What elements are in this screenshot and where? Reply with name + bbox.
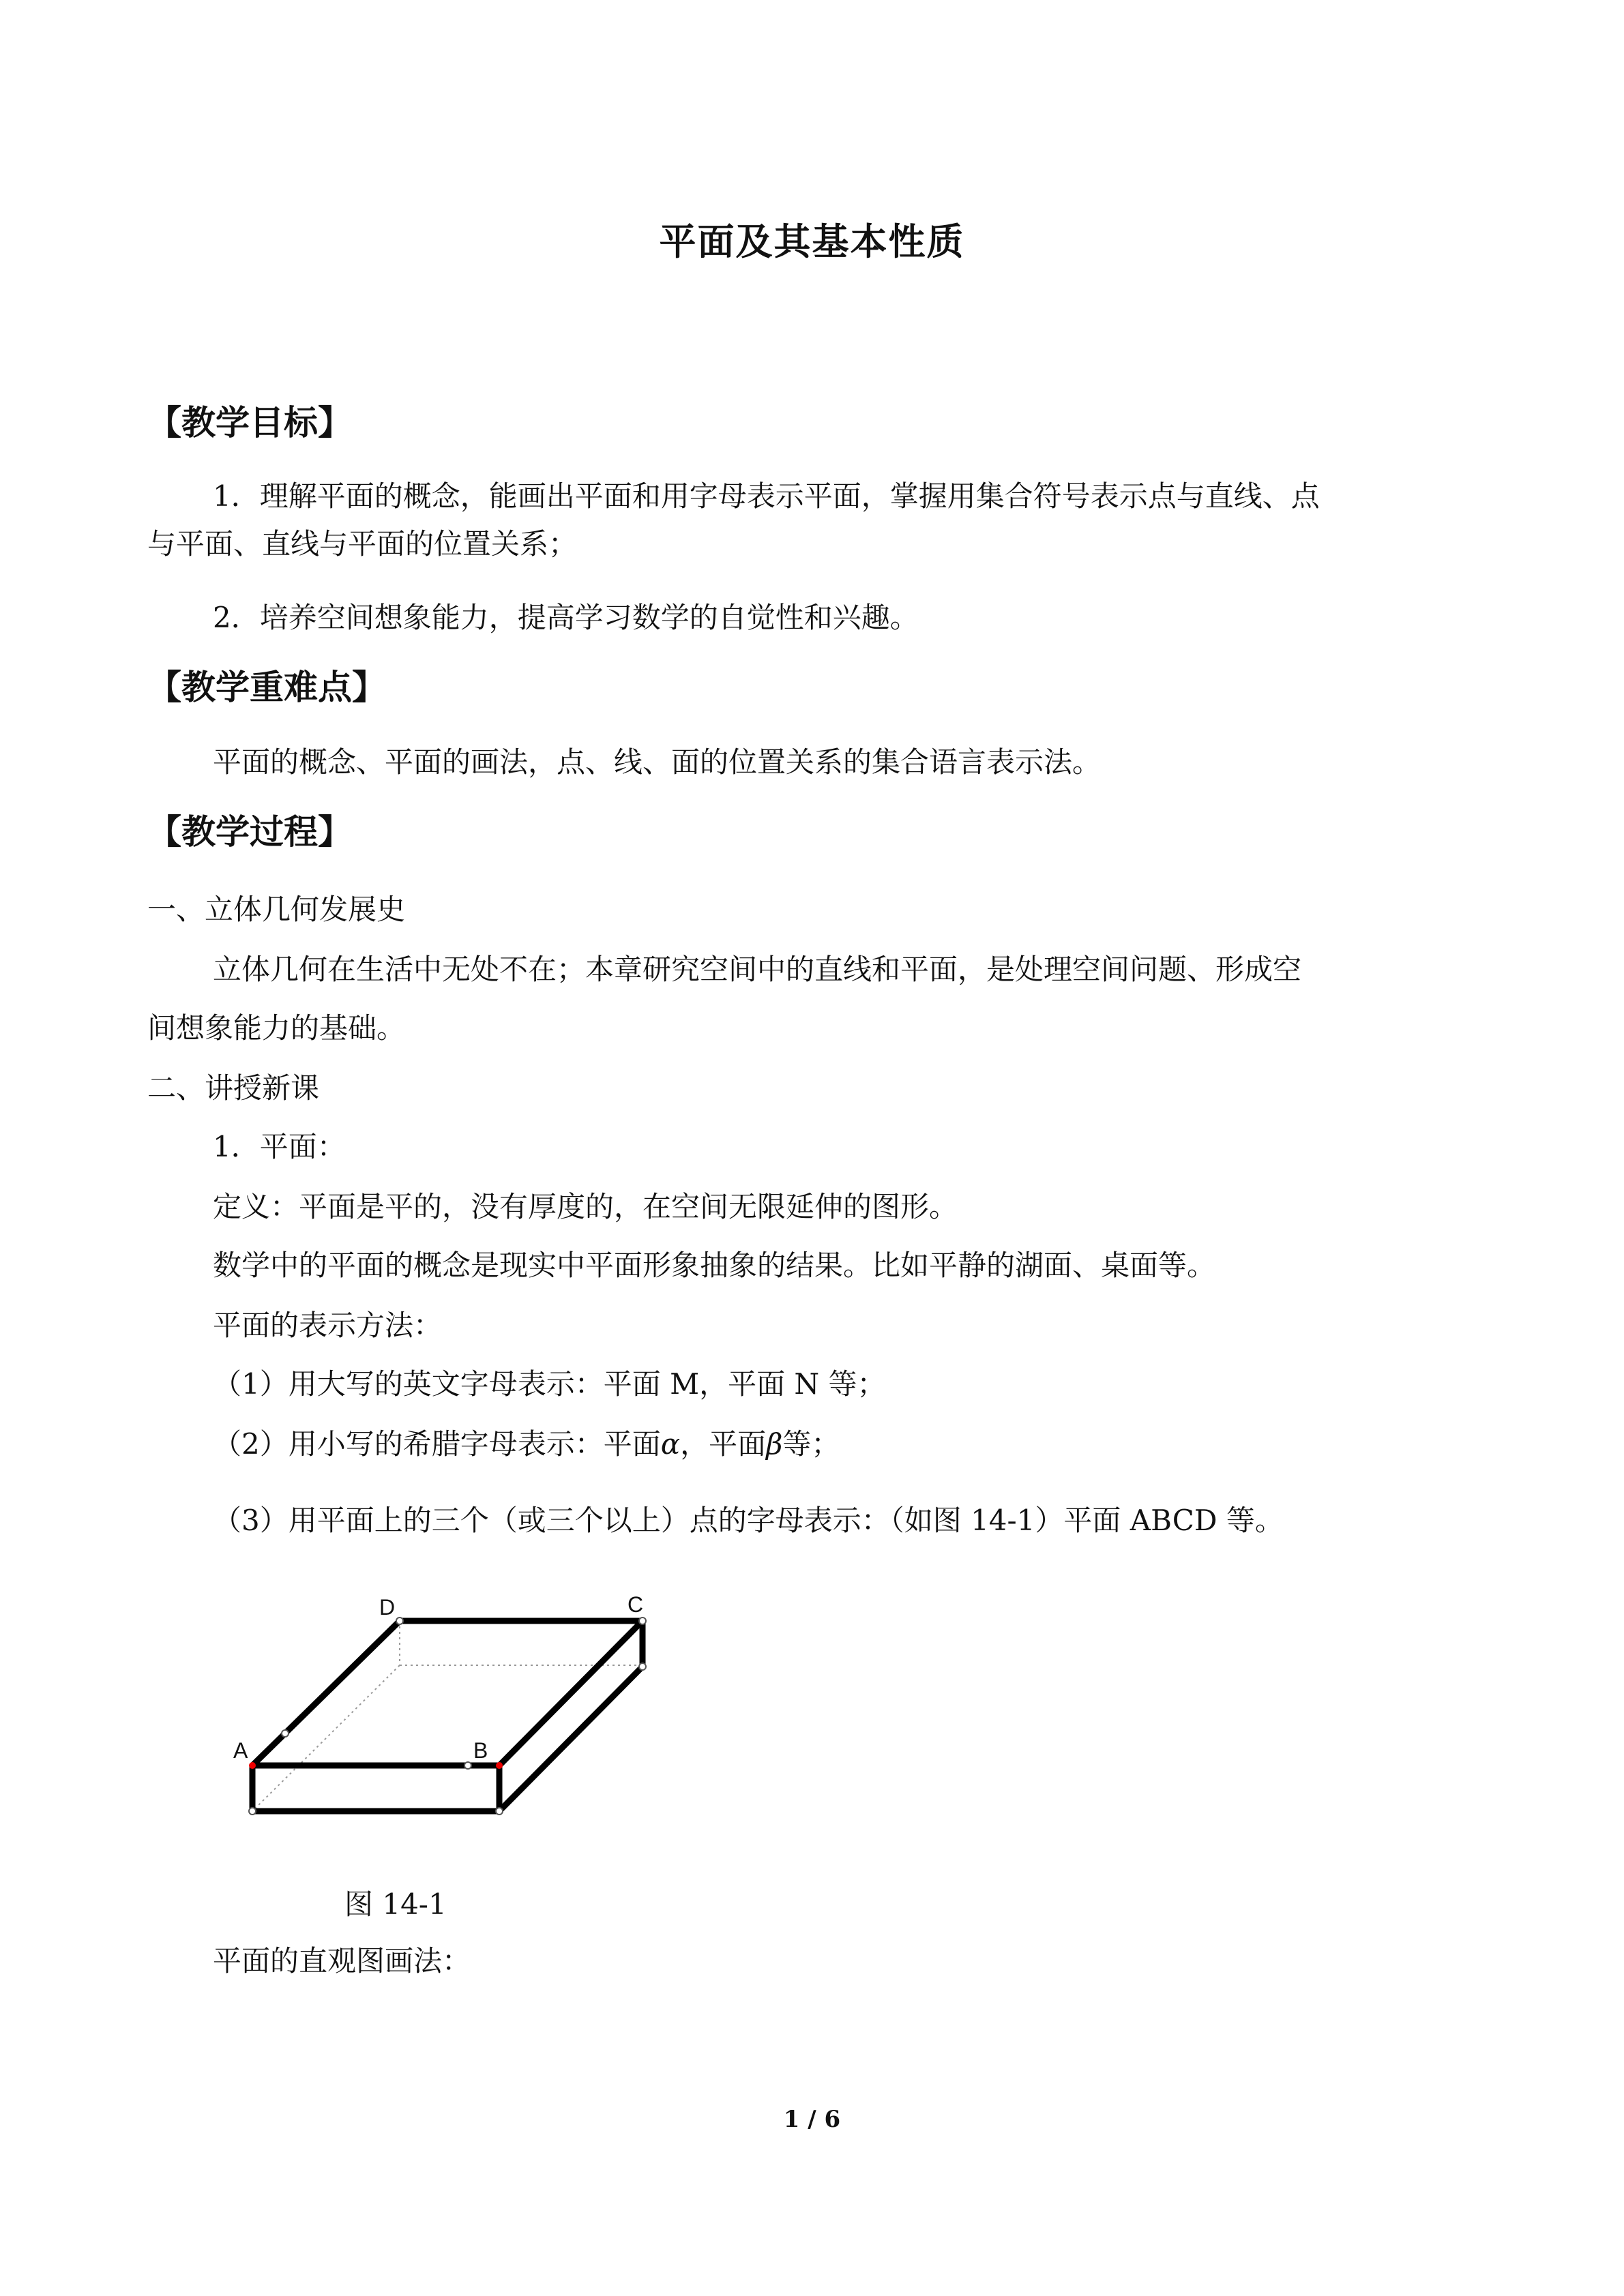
vertex-c-marker [639,1617,646,1624]
objectives-heading: 【教学目标】 [147,403,352,443]
method-2-prefix: （2）用小写的希腊字母表示：平面 [213,1427,661,1461]
vertex-d-marker [396,1617,403,1624]
part1-line1: 立体几何在生活中无处不在；本章研究空间中的直线和平面，是处理空间问题、形成空 [213,953,1302,986]
edge-point-marker [464,1762,471,1769]
method-2-mid: ，平面 [680,1427,767,1461]
beta-symbol: β [766,1427,783,1461]
methods-title: 平面的表示方法： [213,1309,443,1342]
method-1: （1）用大写的英文字母表示：平面 M，平面 N 等； [213,1367,886,1401]
page-number: 1 / 6 [783,2106,841,2133]
part1-title: 一、立体几何发展史 [147,893,406,926]
part1-line2: 间想象能力的基础。 [147,1011,406,1045]
vertex-marker [496,1808,503,1815]
process-heading: 【教学过程】 [147,812,352,852]
method-2 [213,1424,840,1465]
drawing-title: 平面的直观图画法： [213,1944,471,1978]
label-d: D [379,1595,396,1620]
page-title: 平面及其基本性质 [659,220,965,263]
item1-plane: 1．平面： [213,1130,346,1163]
objective-1-line2: 与平面、直线与平面的位置关系； [147,527,578,561]
label-c: C [628,1592,644,1617]
method-2-suffix: 等； [782,1427,840,1461]
figure-caption: 图 14-1 [344,1888,447,1921]
edge-point-marker [282,1730,289,1737]
part2-title: 二、讲授新课 [147,1071,320,1105]
plane-box-diagram [225,1582,662,1828]
concept: 数学中的平面的概念是现实中平面形象抽象的结果。比如平静的湖面、桌面等。 [213,1249,1216,1282]
vertex-marker [249,1808,256,1815]
definition: 定义：平面是平的，没有厚度的，在空间无限延伸的图形。 [213,1190,958,1223]
vertex-b-marker [496,1762,503,1769]
vertex-marker [639,1663,646,1670]
method-3: （3）用平面上的三个（或三个以上）点的字母表示：（如图 14-1）平面 ABCD 等。 [213,1504,1284,1537]
objective-2: 2．培养空间想象能力，提高学习数学的自觉性和兴趣。 [213,601,919,634]
hidden-edge-diagonal [252,1665,400,1811]
vertex-a-marker [249,1762,256,1769]
keypoints-heading: 【教学重难点】 [147,668,386,707]
keypoints-text: 平面的概念、平面的画法，点、线、面的位置关系的集合语言表示法。 [213,745,1102,779]
top-face-abcd [252,1621,643,1765]
bottom-right-edge [499,1667,643,1811]
alpha-symbol: α [660,1427,681,1461]
objective-1-line1: 1．理解平面的概念，能画出平面和用字母表示平面，掌握用集合符号表示点与直线、点 [213,479,1320,513]
figure-14-1 [225,1582,662,1828]
label-b: B [473,1738,488,1763]
label-a: A [233,1738,248,1763]
